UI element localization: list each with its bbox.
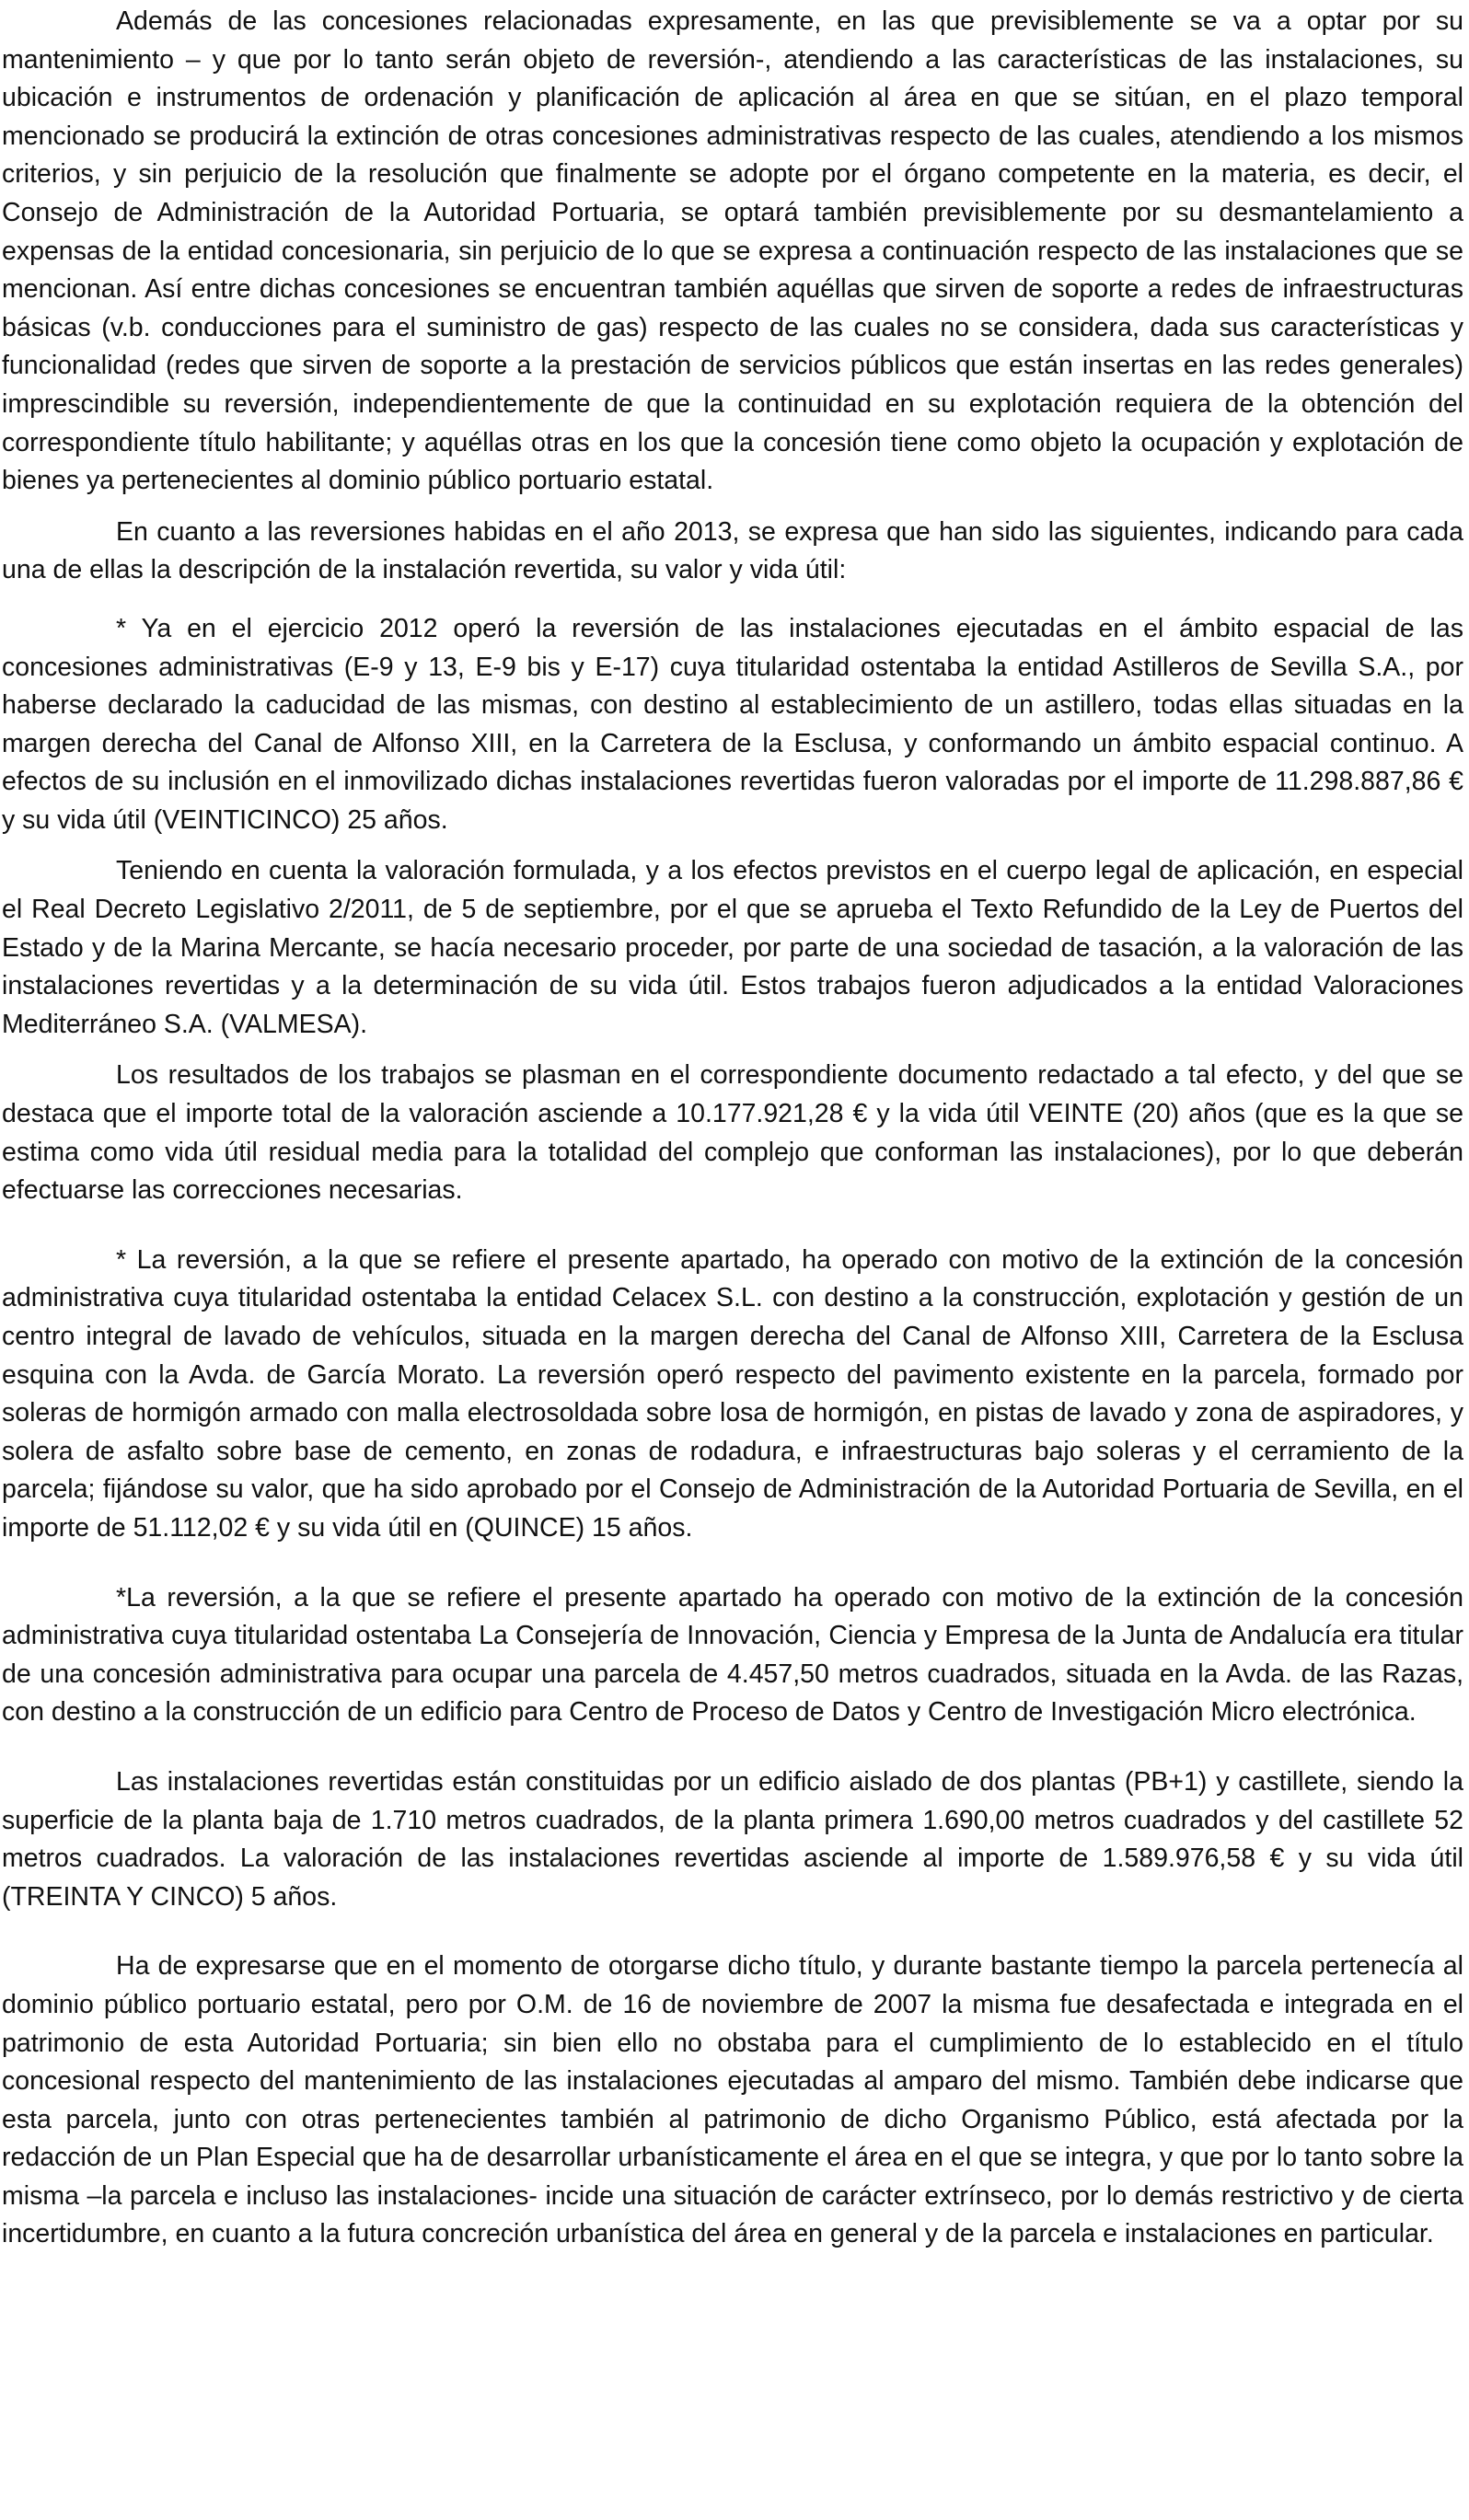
paragraph-reversiones-2013-intro: En cuanto a las reversiones habidas en el año 2013, se expresa que han sido las siguientes, indicando para cada una de ellas la descripción de la instalación revertida, su valor y vida útil:: [2, 516, 1463, 585]
paragraph-reversion-astilleros: * Ya en el ejercicio 2012 operó la reversión de las instalaciones ejecutadas en el ámbito espacial de las concesiones administrativas (E-9 y 13, E-9 bis y E-17) cuya titularidad ostentaba la entidad Astilleros de Sevilla S.A., por haberse declarado la caducidad de las mismas, con destino al establecimiento de un astillero, todas ellas situadas en la margen derecha del Canal de Alfonso XIII, en la Carretera de la Esclusa, y conformando un ámbito espacial continuo. A efectos de su inclusión en el inmovilizado dichas instalaciones revertidas fueron valoradas por el importe de 11.298.887,86 € y su vida útil (VEINTICINCO) 25 años.: [2, 613, 1463, 835]
document-body: [2, 3, 1463, 2254]
paragraph-instalaciones-revertidas: Las instalaciones revertidas están constituidas por un edificio aislado de dos plantas (PB+1) y castillete, siendo la superficie de la planta baja de 1.710 metros cuadrados, de la planta primera 1.690,00 metros cuadrados y del castillete 52 metros cuadrados. La valoración de las instalaciones revertidas asciende al importe de 1.589.976,58 € y su vida útil (TREINTA Y CINCO) 5 años.: [2, 1766, 1463, 1912]
paragraph-valoracion-valmesa: Teniendo en cuenta la valoración formulada, y a los efectos previstos en el cuerpo legal de aplicación, en especial el Real Decreto Legislativo 2/2011, de 5 de septiembre, por el que se aprueba el Texto Refundido de la Ley de Puertos del Estado y de la Marina Mercante, se hacía necesario proceder, por parte de una sociedad de tasación, a la valoración de las instalaciones revertidas y a la determinación de su vida útil. Estos trabajos fueron adjudicados a la entidad Valoraciones Mediterráneo S.A. (VALMESA).: [2, 856, 1463, 1039]
paragraph-reversion-celacex: * La reversión, a la que se refiere el presente apartado, ha operado con motivo de la extinción de la concesión administrativa cuya titularidad ostentaba la entidad Celacex S.L. con destino a la construcción, explotación y gestión de un centro integral de lavado de vehículos, situada en la margen derecha del Canal de Alfonso XIII, Carretera de la Esclusa esquina con la Avda. de García Morato. La reversión operó respecto del pavimento existente en la parcela, formado por soleras de hormigón armado con malla electrosoldada sobre losa de hormigón, en pistas de lavado y zona de aspiradores, y solera de asfalto sobre base de cemento, en zonas de rodadura, e infraestructuras bajo soleras y el cerramiento de la parcela; fijándose su valor, que ha sido aprobado por el Consejo de Administración de la Autoridad Portuaria de Sevilla, en el importe de 51.112,02 € y su vida útil en (QUINCE) 15 años.: [2, 1244, 1463, 1543]
paragraph-concesiones-desmantelamiento: Además de las concesiones relacionadas expresamente, en las que previsiblemente se va a optar por su mantenimiento – y que por lo tanto serán objeto de reversión-, atendiendo a las características de las instalaciones, su ubicación e instrumentos de ordenación y planificación de aplicación al área en que se sitúan, en el plazo temporal mencionado se producirá la extinción de otras concesiones administrativas respecto de las cuales, atendiendo a los mismos criterios, y sin perjuicio de la resolución que finalmente se adopte por el órgano competente en la materia, es decir, el Consejo de Administración de la Autoridad Portuaria, se optará también previsiblemente por su desmantelamiento a expensas de la entidad concesionaria, sin perjuicio de lo que se expresa a continuación respecto de las instalaciones que se mencionan. Así entre dichas concesiones se encuentran también aquéllas que sirven de soporte a redes de infraestructuras básicas (v.b. conducciones para el suministro de gas) respecto de las cuales no se considera, dada sus características y funcionalidad (redes que sirven de soporte a la prestación de servicios públicos que están insertas en las redes generales) imprescindible su reversión, independientemente de que la continuidad en su explotación requiera de la obtención del correspondiente título habilitante; y aquéllas otras en los que la concesión tiene como objeto la ocupación y explotación de bienes ya pertenecientes al dominio público portuario estatal.: [2, 6, 1463, 496]
paragraph-resultados-valoracion: Los resultados de los trabajos se plasman en el correspondiente documento redactado a tal efecto, y del que se destaca que el importe total de la valoración asciende a 10.177.921,28 € y la vida útil VEINTE (20) años (que es la que se estima como vida útil residual media para la totalidad del complejo que conforman las instalaciones), por lo que deberán efectuarse las correcciones necesarias.: [2, 1060, 1463, 1206]
paragraph-plan-especial: Ha de expresarse que en el momento de otorgarse dicho título, y durante bastante tiempo la parcela pertenecía al dominio público portuario estatal, pero por O.M. de 16 de noviembre de 2007 la misma fue desafectada e integrada en el patrimonio de esta Autoridad Portuaria; sin bien ello no obstaba para el cumplimiento de lo establecido en el título concesional respecto del mantenimiento de las instalaciones ejecutadas al amparo del mismo. También debe indicarse que esta parcela, junto con otras pertenecientes también al patrimonio de dicho Organismo Público, está afectada por la redacción de un Plan Especial que ha de desarrollar urbanísticamente el área en el que se integra, y que por lo tanto sobre la misma –la parcela e incluso las instalaciones- incide una situación de carácter extrínseco, por lo demás restrictivo y de cierta incertidumbre, en cuanto a la futura concreción urbanística del área en general y de la parcela e instalaciones en particular.: [2, 1951, 1463, 2249]
paragraph-reversion-consejeria: *La reversión, a la que se refiere el presente apartado ha operado con motivo de la extinción de la concesión administrativa cuya titularidad ostentaba La Consejería de Innovación, Ciencia y Empresa de la Junta de Andalucía era titular de una concesión administrativa para ocupar una parcela de 4.457,50 metros cuadrados, situada en la Avda. de las Razas, con destino a la construcción de un edificio para Centro de Proceso de Datos y Centro de Investigación Micro electrónica.: [2, 1582, 1463, 1728]
